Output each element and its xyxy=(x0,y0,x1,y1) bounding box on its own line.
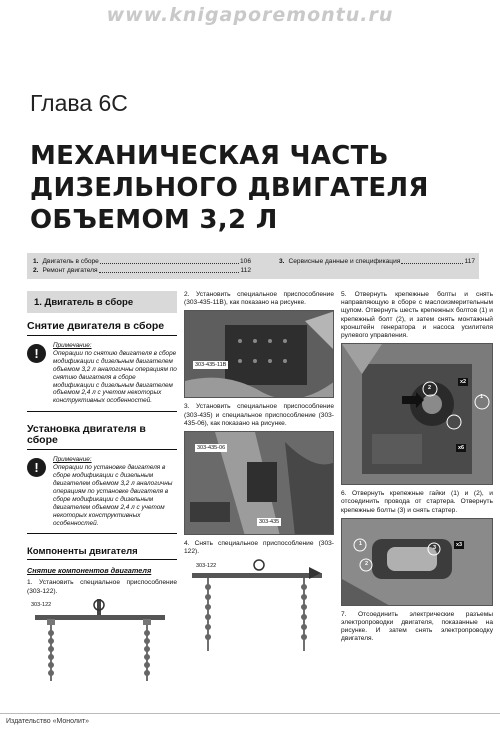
page-title xyxy=(30,140,470,236)
title-line-3: ОБЪЕМОМ 3,2 Л xyxy=(30,205,278,235)
step-4: 4. Снять специальное приспособление (303-122). xyxy=(184,540,334,556)
note-body: Операции по снятию двигателя в сборе модификации с дизельным двигателем объемом 3,2 л аналогичны операциям по снятию двигателя в сборе модификации с дизельным двигателем объемом 2,4 л с учетом некоторых конструктивных особенностей. xyxy=(53,349,177,405)
exclamation-icon: ! xyxy=(27,458,46,477)
toc-num: 2. xyxy=(33,267,39,274)
figure-label: 303-435-06 xyxy=(197,445,226,452)
toc-item[interactable] xyxy=(33,266,251,275)
publisher-footer: Издательство «Монолит» xyxy=(6,718,90,725)
components-heading: Компоненты двигателя xyxy=(27,546,177,560)
callout-multiplier: x6 xyxy=(458,445,465,452)
toc-page: 117 xyxy=(464,258,475,265)
figure-label: 303-435 xyxy=(259,519,280,526)
title-line-2: ДИЗЕЛЬНОГО ДВИГАТЕЛЯ xyxy=(30,173,429,203)
callout-multiplier: x3 xyxy=(456,541,463,548)
footer-divider xyxy=(0,713,500,714)
figure-label: 303-435-11B xyxy=(195,362,227,369)
title-line-1: МЕХАНИЧЕСКАЯ ЧАСТЬ xyxy=(30,141,389,171)
step-2: 2. Установить специальное приспособление (303-435-11B), как показано на рисунке. xyxy=(184,291,334,307)
components-subheading: Снятие компонентов двигателя xyxy=(27,566,152,576)
note-head: Примечание: xyxy=(53,342,92,349)
install-heading: Установка двигателя в сборе xyxy=(27,424,177,450)
chapter-label: Глава 6С xyxy=(30,90,128,116)
divider xyxy=(27,533,177,534)
figure-303-435 xyxy=(184,431,334,535)
step-3: 3. Установить специальное приспособление (303-435) и специальное приспособление (303-435-06), как показано на рисунке. xyxy=(184,403,334,427)
step-5: 5. Отвернуть крепежные болты и снять направляющую в сборе с маслоизмерительным щупом. Отвернуть шесть крепежных болтов (1) и крепежный болт (2), и затем снять монтажный кронштейн генератора и насоса усилителя рулевого управления. xyxy=(341,291,493,340)
toc-text: Сервисные данные и спецификация xyxy=(288,258,401,265)
toc-num: 3. xyxy=(279,258,285,265)
toc-text: Ремонт двигателя xyxy=(42,267,98,274)
toc-page: 106 xyxy=(239,258,251,265)
column-3 xyxy=(341,291,493,644)
callout: 3 xyxy=(433,544,437,551)
step-6: 6. Отвернуть крепежные гайки (1) и (2), и отсоединить провода от стартера. Отвернуть крепежные болты (3) и снять стартер. xyxy=(341,490,493,514)
callout: 2 xyxy=(428,385,432,392)
engine-photo xyxy=(185,311,334,398)
toc-leader xyxy=(100,257,239,264)
figure-303-122-removed xyxy=(184,559,334,651)
figure-303-122-hoist xyxy=(27,599,177,681)
callout: 1 xyxy=(480,394,484,401)
callout: 1 xyxy=(359,540,363,547)
table-of-contents xyxy=(27,253,479,279)
callout: 2 xyxy=(365,560,369,567)
figure-engine-bracket xyxy=(341,343,493,485)
step-1: 1. Установить специальное приспособление (303-122). xyxy=(27,579,177,595)
step-7: 7. Отсоединить электрические разъемы электропроводки двигателя, показанные на рисунке. И затем снять электропроводку двигателя. xyxy=(341,610,493,643)
toc-text: Двигатель в сборе xyxy=(42,258,99,265)
hoist-illustration xyxy=(27,599,177,681)
hoist-illustration xyxy=(184,559,334,651)
column-2 xyxy=(184,291,334,651)
divider xyxy=(27,411,177,412)
toc-num: 1. xyxy=(33,258,39,265)
note-head: Примечание: xyxy=(53,456,92,464)
callout-multiplier: x2 xyxy=(460,379,467,386)
exclamation-icon: ! xyxy=(27,344,46,363)
figure-starter xyxy=(341,518,493,606)
figure-303-435-11b xyxy=(184,310,334,398)
removal-heading: Снятие двигателя в сборе xyxy=(27,321,177,336)
toc-item[interactable] xyxy=(279,257,475,266)
watermark: www.knigaporemontu.ru xyxy=(106,4,394,26)
section-heading: 1. Двигатель в сборе xyxy=(27,291,177,313)
toc-leader xyxy=(99,266,240,273)
figure-label: 303-122 xyxy=(196,563,217,570)
note-install xyxy=(27,456,177,530)
note-removal xyxy=(27,342,177,408)
toc-item[interactable] xyxy=(33,257,251,266)
note-body: Операции по установке двигателя в сборе модификации с дизельным двигателем объемом 3,2 л аналогичны операциям по установке двигателя в сборе модификации с дизельным двигателем объемом 2,4 л с учетом некоторых конструктивных особенностей. xyxy=(53,464,173,527)
figure-label: 303-122 xyxy=(31,601,52,608)
toc-page: 112 xyxy=(240,267,251,274)
toc-leader xyxy=(401,257,463,264)
column-1 xyxy=(27,291,177,681)
engine-photo xyxy=(342,344,493,485)
